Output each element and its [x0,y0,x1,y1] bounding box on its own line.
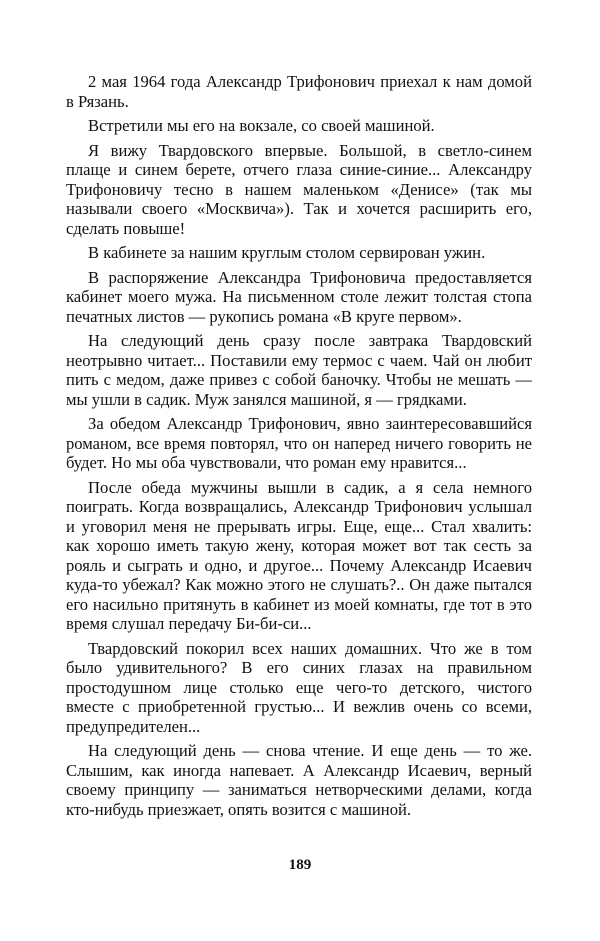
paragraph: 2 мая 1964 года Александр Трифонович приехал к нам домой в Рязань. [66,72,532,111]
paragraph: На следующий день — снова чтение. И еще день — то же. Слышим, как иногда напевает. А Александр Исаевич, верный своему принципу — заниматься нетворческими делами, когда кто-нибудь приезжает, опять возится с машиной. [66,741,532,819]
paragraph: Твардовский покорил всех наших домашних. Что же в том было удивительного? В его синих глазах на правильном простодушном лице столько еще чего-то детского, чистого вместе с приобретенной грустью... И вежлив очень со всеми, предупредителен... [66,638,532,736]
paragraph: Я вижу Твардовского впервые. Большой, в светло-синем плаще и синем берете, отчего глаза синие-синие... Александру Трифоновичу тесно в нашем маленьком «Денисе» (так мы называли своего «Москвича»). Так и хочется расширить его, сделать повыше! [66,140,532,238]
page-number: 189 [288,857,312,873]
page-body [66,72,532,824]
paragraph: Встретили мы его на вокзале, со своей машиной. [88,116,435,135]
paragraph: В распоряжение Александра Трифоновича предоставляется кабинет моего мужа. На письменном столе лежит толстая стопа печатных листов — рукопись романа «В круге первом». [66,267,532,326]
paragraph: За обедом Александр Трифонович, явно заинтересовавшийся романом, все время повторял, что он наперед ничего говорить не будет. Но мы оба чувствовали, что роман ему нравится... [66,414,532,472]
paragraph: В кабинете за нашим круглым столом сервирован ужин. [88,243,486,262]
paragraph: После обеда мужчины вышли в садик, а я села немного поиграть. Когда возвращались, Александр Трифонович услышал и уговорил меня не прерывать игры. Еще, еще... Стал хвалить: как хорошо иметь такую жену, которая может вот так сесть за рояль и сыграть и одно, и другое... Почему Александр Исаевич куда-то убежал? Как можно этого не слушать?.. Он даже пытался его насильно притянуть в кабинет из моей комнаты, где тот в это время слушал передачу Би-би-си... [66,477,532,633]
paragraph: На следующий день сразу после завтрака Твардовский неотрывно читает... Поставили ему термос с чаем. Чай он любит пить с медом, даже привез с собой баночку. Чтобы не мешать — мы ушли в садик. Муж занялся машиной, я — грядками. [66,331,532,409]
